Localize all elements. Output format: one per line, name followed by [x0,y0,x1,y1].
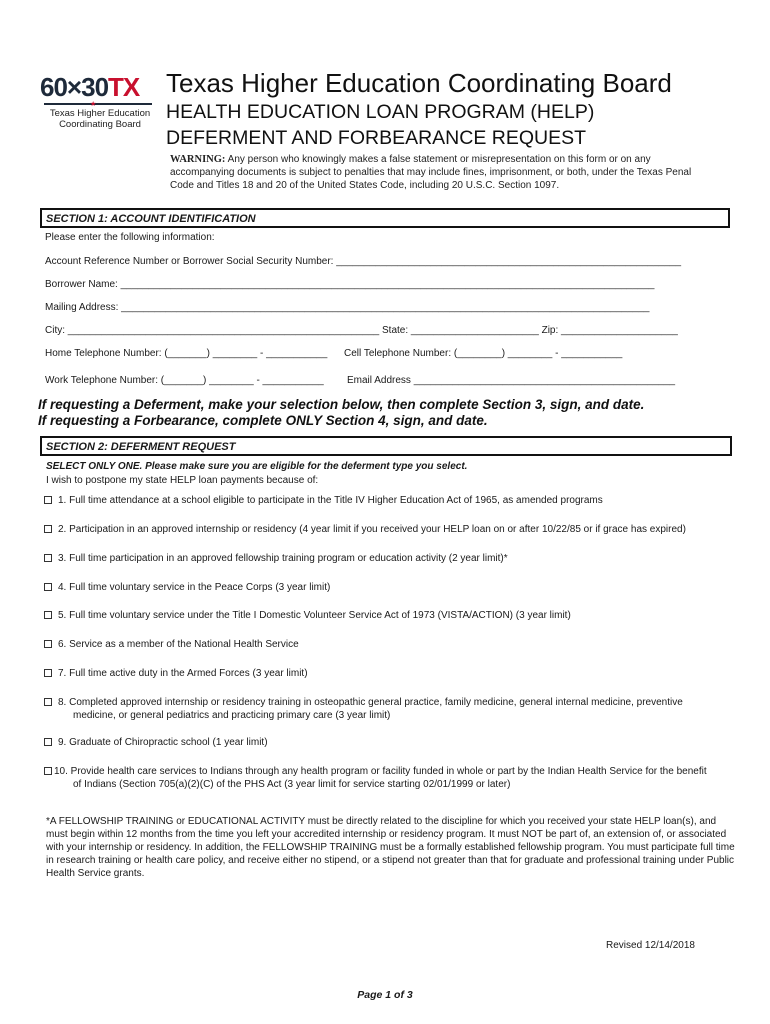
deferment-option-1[interactable]: 1. Full time attendance at a school eligible to participate in the Title IV Higher Education Act of 1965, as amended programs [44,494,734,507]
checkbox-icon[interactable] [44,611,52,619]
warning-notice [170,153,710,192]
checkbox-icon[interactable] [44,767,52,775]
logo-subtitle: Texas Higher Education Coordinating Board [49,108,151,130]
page-number: Page 1 of 3 [357,989,413,1001]
warning-label: WARNING: [170,154,226,165]
deferment-option-7[interactable]: 7. Full time active duty in the Armed Forces (3 year limit) [44,667,734,680]
postpone-statement: I wish to postpone my state HELP loan payments because of: [46,475,319,486]
select-one-note: SELECT ONLY ONE. Please make sure you are eligible for the deferment type you select. [46,461,468,472]
section1-intro: Please enter the following information: [45,232,215,243]
checkbox-icon[interactable] [44,496,52,504]
checkbox-icon[interactable] [44,669,52,677]
logo-divider [44,103,152,105]
checkbox-icon[interactable] [44,738,52,746]
program-title: HEALTH EDUCATION LOAN PROGRAM (HELP) [166,101,595,123]
deferment-option-3[interactable]: 3. Full time participation in an approved fellowship training program or education activity (2 year limit)* [44,552,734,565]
deferment-option-5[interactable]: 5. Full time voluntary service under the Title I Domestic Volunteer Service Act of 1973 (VISTA/ACTION) (3 year limit) [44,609,734,622]
logo-wordmark [40,74,158,100]
account-number-field[interactable]: Account Reference Number or Borrower Social Security Number: ______________________________________________________________ [45,256,682,267]
warning-text: Any person who knowingly makes a false statement or misrepresentation on this form or on any accompanying documents is subject to penalties that may include fines, imprisonment, or both, under the Texas Penal Code and Titles 18 and 20 of the United States Code, including 20 U.S.C. Section 1097. [170,154,692,191]
fellowship-footnote: *A FELLOWSHIP TRAINING or EDUCATIONAL ACTIVITY must be directly related to the discipline for which you received your state HELP loan(s), and must begin within 12 months from the time you left your accredited internship or residency program. It must NOT be part of, an extension of, or associated with your internship or residency. In addition, the FELLOWSHIP TRAINING must be a formally established fellowship program. You must participate full time in research training or health care policy, and receive either no stipend, or a stipend not greater than that for graduate and professional training under Public Health Service grants. [46,816,735,879]
deferment-option-4[interactable]: 4. Full time voluntary service in the Peace Corps (3 year limit) [44,581,734,594]
page-title: Texas Higher Education Coordinating Board [166,68,672,98]
deferment-option-2[interactable]: 2. Participation in an approved internship or residency (4 year limit if you received your HELP loan on or after 10/22/85 or if grace has expired) [44,523,734,536]
mailing-address-field[interactable]: Mailing Address: _______________________________________________________________________________________________ [45,302,650,313]
logo-tx: TX [108,72,140,102]
home-phone-field[interactable]: Home Telephone Number: (_______) ________ - ___________ [45,348,328,359]
work-phone-field[interactable]: Work Telephone Number: (_______) ________ - ___________ [45,375,324,386]
forbearance-instruction: If requesting a Forbearance, complete ONLY Section 4, sign, and date. [38,413,488,428]
checkbox-icon[interactable] [44,554,52,562]
revision-date: Revised 12/14/2018 [606,940,695,951]
cell-phone-field[interactable]: Cell Telephone Number: (________) ________ - ___________ [344,348,623,359]
checkbox-icon[interactable] [44,640,52,648]
city-state-zip-field[interactable]: City: ________________________________________________________ State: _______________________ Zip: _____________________ [45,325,678,336]
deferment-option-8[interactable]: 8. Completed approved internship or residency training in osteopathic general practice, family medicine, general internal medicine, preventive medicine, or general pediatrics and practicing primary care (3 year limit) [44,696,734,722]
email-field[interactable]: Email Address _______________________________________________ [347,375,676,386]
section2-heading: SECTION 2: DEFERMENT REQUEST [40,436,732,456]
checkbox-icon[interactable] [44,525,52,533]
deferment-option-9[interactable]: 9. Graduate of Chiropractic school (1 year limit) [44,736,734,749]
borrower-name-field[interactable]: Borrower Name: ________________________________________________________________________________________________ [45,279,655,290]
form-title: DEFERMENT AND FORBEARANCE REQUEST [166,127,587,149]
checkbox-icon[interactable] [44,583,52,591]
deferment-option-6[interactable]: 6. Service as a member of the National Health Service [44,638,734,651]
thecb-logo [40,74,158,136]
checkbox-icon[interactable] [44,698,52,706]
logo-number: 60×30 [40,72,109,102]
deferment-option-10[interactable]: 10. Provide health care services to Indians through any health program or facility funded in whole or part by the Indian Health Service for the benefit of Indians (Section 705(a)(2)(C) of the PHS Act (3 year limit for service starting 02/01/1999 or later) [44,765,734,791]
section1-heading: SECTION 1: ACCOUNT IDENTIFICATION [40,208,730,228]
star-icon: ★ [90,101,97,108]
deferment-instruction: If requesting a Deferment, make your selection below, then complete Section 3, sign, and date. [38,397,645,412]
